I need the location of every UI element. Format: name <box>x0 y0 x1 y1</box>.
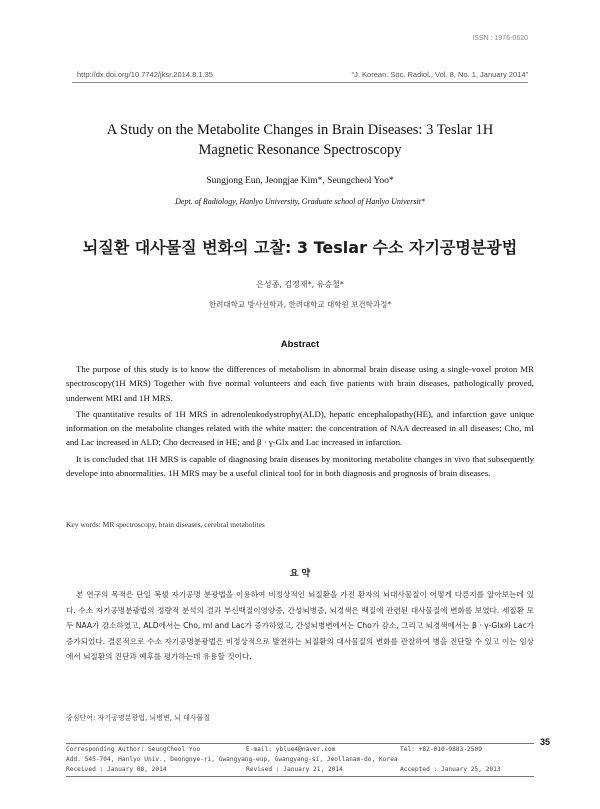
author-list: Sungjong Eun, Jeongjae Kim*, Seungcheol Yoo* <box>206 176 394 186</box>
page-number: 35 <box>539 737 550 747</box>
affiliation: Dept. of Radiology, Hanlyo University, Graduate school of Hanlyo Universit* <box>175 197 425 206</box>
keywords: Key words: MR spectroscopy, brain diseases, cerebral metabolites <box>66 520 265 529</box>
korean-summary-heading: 요 약 <box>289 569 311 579</box>
doi-link[interactable]: http://dx.doi.org/10.7742/jksr.2014.8.1.35 <box>77 70 213 79</box>
abstract-paragraph: The purpose of this study is to know the differences of metabolism in abnormal brain disease using a single-voxel proton MR spectroscopy(1H MRS) Together with five normal volunteers and each five patients with brain diseases, pathologically proved, underwent MRI and 1H MRS. <box>66 364 534 403</box>
header-rule <box>72 82 528 83</box>
received-date: Received : January 08, 2014 <box>66 766 167 773</box>
correspondence-row <box>66 746 534 755</box>
paper-title <box>60 120 540 160</box>
korean-title: 뇌질환 대사물질 변화의 고찰: 3 Teslar 수소 자기공명분광법 <box>82 238 518 257</box>
korean-summary-body <box>66 587 534 665</box>
corresponding-author: Corresponding Author: SeungCheol Yoo <box>66 746 201 753</box>
paper-title-line-1: A Study on the Metabolite Changes in Brain Diseases: 3 Teslar 1H <box>106 122 494 138</box>
korean-keywords: 중심단어: 자기공명분광법, 뇌병변, 뇌 대사물질 <box>66 714 211 722</box>
accepted-date: Accepted : January 25, 2013 <box>400 766 501 773</box>
dates-row <box>66 766 534 775</box>
korean-author-list: 은성종, 김정재*, 유승철* <box>256 280 344 289</box>
journal-reference: “J. Korean. Soc. Radiol., Vol. 8, No. 1, January 2014” <box>351 70 528 79</box>
telephone: Tel: +82-010-9883-2509 <box>400 746 482 753</box>
address-row <box>66 756 534 765</box>
paper-title-line-2: Magnetic Resonance Spectroscopy <box>198 142 402 158</box>
correspondence-box <box>66 743 534 777</box>
address: Add. 545-704, Hanlyo Univ., Deongnye-ri, Gwangyang-eup, Gwangyang-si, Jeollanam-do, Korea <box>66 756 398 763</box>
korean-summary-paragraph: 본 연구의 목적은 단일 복셀 자기공명 분광법을 이용하여 비정상적인 뇌질환을 가진 환자의 뇌대사물질이 어떻게 다른지를 알아보는데 있다. 수소 자기공명분광법의 정량적 분석의 결과 부신백질이영양증, 간성뇌병증, 뇌경색은 백질에 관련된 대사물질에 변화를 보였다. 세질환 모두 NAA가 감소하였고, ALD에서는 Cho, mI and Lac가 증가하였고, 간성뇌병변에서는 Cho가 감소, 그리고 뇌경색에서는 β · γ-Glx와 Lac가 증가되었다. 결론적으로 수소 자기공명분광법은 비정상적으로 발전하는 뇌질환의 대사물질의 변화를 관찰하여 병을 진단할 수 있고 이는 임상에서 뇌질환의 진단과 예후를 평가하는데 유용할 것이다. <box>66 590 534 661</box>
abstract-paragraph: The quantitative results of 1H MRS in adrenoleukodystrophy(ALD), hepatic encephalopathy(HE), and infarction gave unique information on the metabolite changes related with the white matter: the concentration of NAA decreased in all diseases; Cho, mI and Lac increased in ALD; Cho decreased in HE; and β · γ-Glx and Lac increased in infarction. <box>66 408 534 448</box>
abstract-paragraph: It is concluded that 1H MRS is capable of diagnosing brain diseases by monitoring metabolite changes in vivo that subsequently develope into abnormalities. 1H MRS may be a useful clinical tool for in both diagnosis and prognosis of brain diseases. <box>66 453 534 479</box>
abstract-heading: Abstract <box>280 339 320 350</box>
korean-affiliation: 한려대학교 방사선학과, 한려대학교 대학원 보건학과정* <box>208 300 392 309</box>
revised-date: Revised : January 21, 2014 <box>246 766 343 773</box>
email[interactable]: E-mail: yblue4@naver.com <box>246 746 336 753</box>
issn-label: ISSN : 1976-0620 <box>472 35 528 42</box>
abstract-body <box>66 362 534 482</box>
